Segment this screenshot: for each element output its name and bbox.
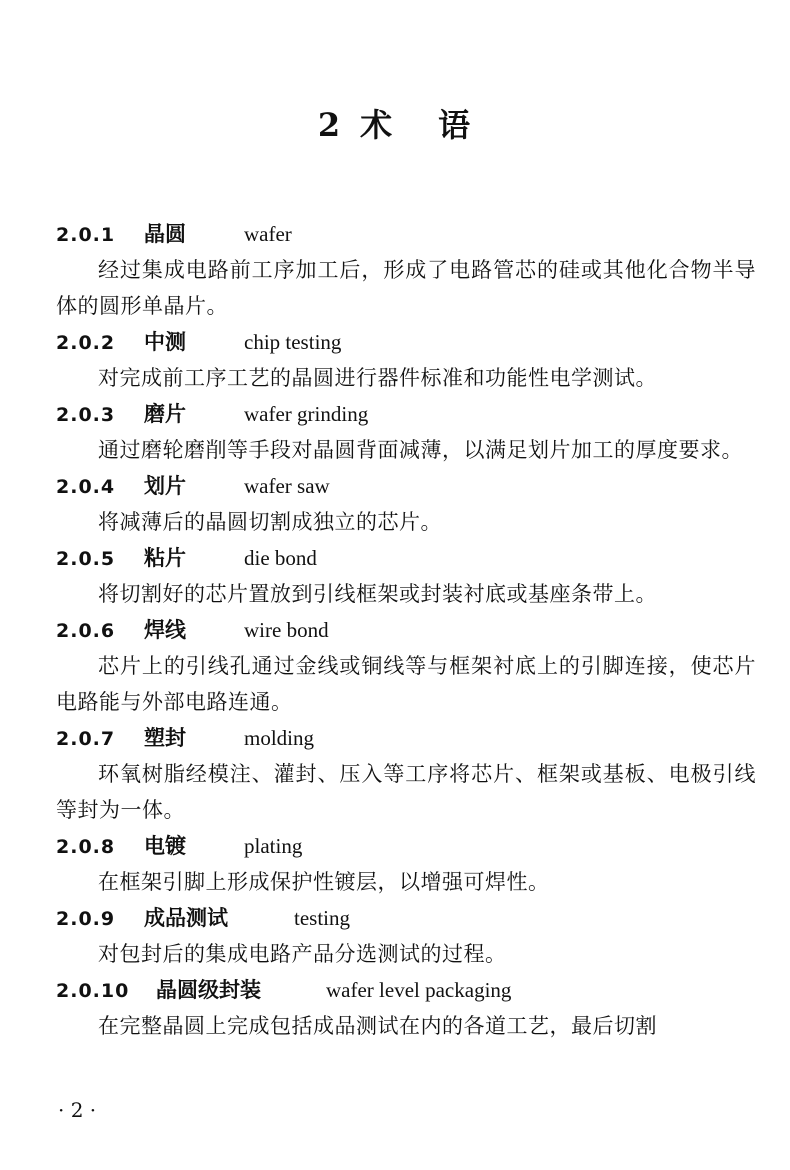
term-number: 2.0.10	[56, 980, 130, 1002]
term-english: die bond	[244, 546, 317, 570]
term-chinese: 晶圆	[144, 222, 186, 246]
term-definition: 芯片上的引线孔通过金线或铜线等与框架衬底上的引脚连接，使芯片电路能与外部电路连通。	[56, 654, 756, 714]
term-chinese: 焊线	[144, 618, 186, 642]
term-number: 2.0.1	[56, 224, 116, 246]
chapter-number: 2	[317, 106, 343, 144]
term-entry	[56, 216, 756, 324]
term-english: wire bond	[244, 618, 329, 642]
term-english: wafer level packaging	[326, 978, 512, 1002]
term-definition: 将减薄后的晶圆切割成独立的芯片。	[98, 510, 442, 534]
term-definition: 经过集成电路前工序加工后，形成了电路管芯的硅或其他化合物半导体的圆形单晶片。	[56, 258, 756, 318]
chapter-title	[0, 100, 790, 146]
term-chinese: 粘片	[144, 546, 186, 570]
term-chinese: 划片	[144, 474, 186, 498]
term-heading	[56, 828, 756, 864]
term-heading	[56, 972, 756, 1008]
term-english: plating	[244, 834, 303, 858]
term-entry	[56, 396, 756, 468]
term-number: 2.0.4	[56, 476, 116, 498]
term-number: 2.0.8	[56, 836, 116, 858]
term-chinese: 成品测试	[144, 906, 228, 930]
term-chinese: 中测	[144, 330, 186, 354]
term-number: 2.0.7	[56, 728, 116, 750]
term-definition: 对包封后的集成电路产品分选测试的过程。	[98, 942, 507, 966]
term-number: 2.0.3	[56, 404, 116, 426]
term-english: testing	[294, 906, 350, 930]
term-english: wafer grinding	[244, 402, 369, 426]
term-chinese: 磨片	[144, 402, 186, 426]
term-english: molding	[244, 726, 315, 750]
term-chinese: 电镀	[144, 834, 186, 858]
term-english: wafer	[244, 222, 292, 246]
term-heading	[56, 468, 756, 504]
term-english: chip testing	[244, 330, 342, 354]
term-definition: 在框架引脚上形成保护性镀层，以增强可焊性。	[98, 870, 550, 894]
page-number: · 2 ·	[58, 1098, 97, 1122]
term-entry	[56, 900, 756, 972]
term-definition: 通过磨轮磨削等手段对晶圆背面减薄，以满足划片加工的厚度要求。	[98, 438, 743, 462]
term-chinese: 塑封	[144, 726, 186, 750]
term-number: 2.0.2	[56, 332, 116, 354]
chapter-title-char-2: 语	[438, 106, 473, 144]
term-heading	[56, 324, 756, 360]
term-definition: 将切割好的芯片置放到引线框架或封装衬底或基座条带上。	[98, 582, 657, 606]
term-entry	[56, 828, 756, 900]
term-heading	[56, 900, 756, 936]
term-list	[56, 216, 756, 1044]
term-english: wafer saw	[244, 474, 330, 498]
term-number: 2.0.6	[56, 620, 116, 642]
term-entry	[56, 468, 756, 540]
term-number: 2.0.5	[56, 548, 116, 570]
term-entry	[56, 972, 756, 1044]
term-entry	[56, 324, 756, 396]
term-definition: 在完整晶圆上完成包括成品测试在内的各道工艺，最后切割	[98, 1014, 657, 1038]
term-heading	[56, 216, 756, 252]
term-entry	[56, 720, 756, 828]
term-heading	[56, 540, 756, 576]
term-heading	[56, 720, 756, 756]
term-definition: 对完成前工序工艺的晶圆进行器件标准和功能性电学测试。	[98, 366, 657, 390]
term-number: 2.0.9	[56, 908, 116, 930]
term-definition: 环氧树脂经模注、灌封、压入等工序将芯片、框架或基板、电极引线等封为一体。	[56, 762, 756, 822]
term-chinese: 晶圆级封装	[156, 978, 261, 1002]
chapter-title-char-1: 术	[360, 106, 395, 144]
term-entry	[56, 612, 756, 720]
term-entry	[56, 540, 756, 612]
term-heading	[56, 612, 756, 648]
term-heading	[56, 396, 756, 432]
